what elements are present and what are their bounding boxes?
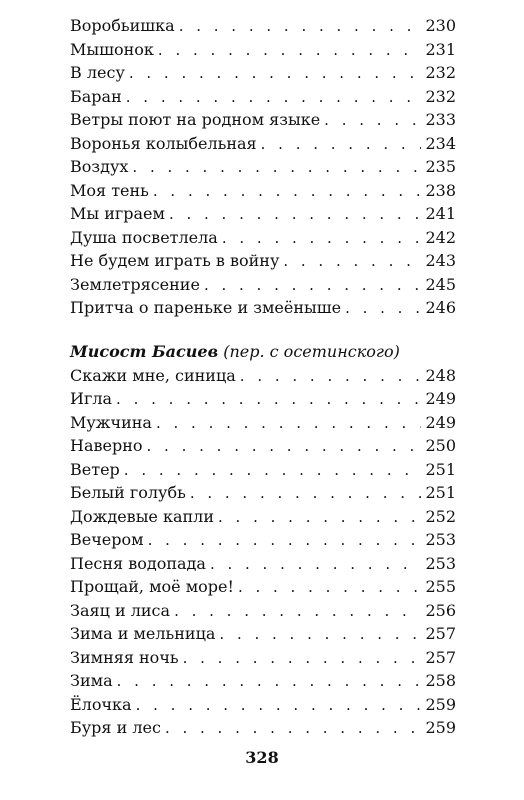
toc-entry-title: В лесу bbox=[70, 63, 125, 82]
toc-entry-title: Скажи мне, синица bbox=[70, 365, 236, 385]
toc-entry bbox=[70, 622, 456, 646]
dot-leader bbox=[261, 133, 422, 157]
toc-entry-title: Зима и мельница bbox=[70, 624, 216, 643]
toc-entry-title: Воронья колыбельная bbox=[70, 133, 257, 153]
toc-entry-title: Воздух bbox=[70, 157, 129, 176]
toc-entry-title: Не будем играть в войну bbox=[70, 251, 280, 270]
toc-entry bbox=[70, 14, 456, 38]
dot-leader bbox=[136, 694, 422, 718]
toc-entry-page: 249 bbox=[425, 389, 456, 408]
toc-entry bbox=[70, 155, 456, 179]
toc-entry bbox=[70, 273, 456, 297]
dot-leader bbox=[222, 227, 422, 251]
toc-entry-title: Заяц и лиса bbox=[70, 600, 171, 620]
dot-leader bbox=[210, 553, 422, 577]
toc-entry-title: Мы играем bbox=[70, 204, 165, 223]
toc-entry bbox=[70, 85, 456, 109]
toc-entry-page: 246 bbox=[425, 298, 456, 317]
toc-entry bbox=[70, 458, 456, 482]
dot-leader bbox=[240, 365, 422, 389]
page-number: 328 bbox=[245, 748, 279, 767]
dot-leader bbox=[179, 15, 422, 39]
dot-leader bbox=[190, 482, 422, 506]
toc-entry-title: Землетрясение bbox=[70, 274, 200, 294]
toc-entry-title: Ветры поют на родном языке bbox=[70, 110, 321, 129]
toc-entry-page: 230 bbox=[425, 16, 456, 35]
toc-entry bbox=[70, 387, 456, 411]
toc-entry-title: Мышонок bbox=[70, 39, 154, 59]
toc-entry bbox=[70, 552, 456, 576]
toc-entry-page: 255 bbox=[425, 577, 456, 596]
dot-leader bbox=[148, 529, 422, 553]
toc-entry-title: Игла bbox=[70, 389, 113, 408]
dot-leader bbox=[238, 576, 422, 600]
toc-group-1 bbox=[70, 14, 456, 320]
toc-entry-page: 245 bbox=[425, 274, 456, 294]
toc-entry bbox=[70, 226, 456, 250]
toc-entry bbox=[70, 505, 456, 529]
toc-entry-title: Дождевые капли bbox=[70, 506, 215, 526]
toc-entry-title: Ветер bbox=[70, 459, 120, 479]
dot-leader bbox=[324, 109, 421, 133]
toc-entry bbox=[70, 693, 456, 717]
toc-entry bbox=[70, 434, 456, 458]
toc-entry bbox=[70, 108, 456, 132]
toc-entry-page: 231 bbox=[425, 39, 456, 59]
toc-entry bbox=[70, 364, 456, 388]
toc-entry-page: 253 bbox=[425, 530, 456, 549]
dot-leader bbox=[117, 670, 422, 694]
dot-leader bbox=[183, 647, 422, 671]
toc-entry bbox=[70, 599, 456, 623]
dot-leader bbox=[174, 600, 421, 624]
section-heading bbox=[70, 340, 456, 364]
dot-leader bbox=[204, 274, 422, 298]
toc-entry-title: Белый голубь bbox=[70, 483, 186, 502]
toc-entry bbox=[70, 669, 456, 693]
section-author: Мисост Басиев bbox=[70, 341, 219, 361]
table-of-contents bbox=[70, 14, 456, 740]
toc-entry-page: 259 bbox=[425, 694, 456, 714]
dot-leader bbox=[218, 506, 421, 530]
toc-entry-page: 233 bbox=[425, 110, 456, 129]
toc-entry-page: 251 bbox=[425, 483, 456, 502]
dot-leader bbox=[158, 39, 422, 63]
toc-entry-title: Баран bbox=[70, 86, 122, 106]
toc-entry bbox=[70, 528, 456, 552]
toc-entry-title: Вечером bbox=[70, 530, 144, 549]
dot-leader bbox=[147, 435, 422, 459]
toc-entry-page: 256 bbox=[425, 600, 456, 620]
toc-entry-title: Зима bbox=[70, 671, 113, 690]
toc-entry bbox=[70, 179, 456, 203]
toc-entry-page: 251 bbox=[425, 459, 456, 479]
toc-entry-page: 253 bbox=[425, 553, 456, 573]
toc-entry-title: Воробьишка bbox=[70, 16, 175, 35]
toc-entry-page: 248 bbox=[425, 365, 456, 385]
toc-entry-title: Зимняя ночь bbox=[70, 647, 179, 667]
toc-entry-title: Прощай, моё море! bbox=[70, 577, 234, 596]
toc-entry bbox=[70, 249, 456, 273]
dot-leader bbox=[219, 623, 421, 647]
toc-entry bbox=[70, 61, 456, 85]
toc-entry bbox=[70, 716, 456, 740]
toc-entry bbox=[70, 202, 456, 226]
toc-entry bbox=[70, 296, 456, 320]
toc-entry-page: 258 bbox=[425, 671, 456, 690]
toc-entry-title: Буря и лес bbox=[70, 718, 161, 737]
toc-entry-page: 252 bbox=[425, 506, 456, 526]
toc-entry-page: 238 bbox=[425, 180, 456, 200]
toc-entry bbox=[70, 411, 456, 435]
toc-entry bbox=[70, 132, 456, 156]
toc-entry bbox=[70, 575, 456, 599]
dot-leader bbox=[124, 459, 422, 483]
toc-entry-page: 232 bbox=[425, 86, 456, 106]
dot-leader bbox=[126, 86, 422, 110]
toc-entry-title: Притча о пареньке и змеёныше bbox=[70, 298, 342, 317]
toc-group-2 bbox=[70, 364, 456, 740]
toc-entry-page: 241 bbox=[425, 204, 456, 223]
toc-entry-page: 250 bbox=[425, 436, 456, 455]
toc-entry-page: 249 bbox=[425, 412, 456, 432]
toc-entry-title: Песня водопада bbox=[70, 553, 206, 573]
toc-entry-page: 235 bbox=[425, 157, 456, 176]
dot-leader bbox=[153, 180, 422, 204]
toc-entry bbox=[70, 646, 456, 670]
toc-entry-title: Ёлочка bbox=[70, 694, 132, 714]
toc-entry-title: Душа посветлела bbox=[70, 227, 218, 247]
section-gap bbox=[70, 320, 456, 340]
toc-entry-page: 259 bbox=[425, 718, 456, 737]
toc-entry-page: 232 bbox=[425, 63, 456, 82]
toc-entry-page: 257 bbox=[425, 647, 456, 667]
toc-entry-page: 234 bbox=[425, 133, 456, 153]
toc-entry-title: Наверно bbox=[70, 436, 143, 455]
toc-entry bbox=[70, 38, 456, 62]
toc-entry-page: 242 bbox=[425, 227, 456, 247]
dot-leader bbox=[156, 412, 421, 436]
dot-leader bbox=[129, 62, 422, 86]
toc-entry-page: 257 bbox=[425, 624, 456, 643]
toc-entry-title: Моя тень bbox=[70, 180, 149, 200]
section-note: (пер. с осетинского) bbox=[223, 341, 400, 361]
dot-leader bbox=[116, 388, 421, 412]
dot-leader bbox=[165, 717, 422, 741]
dot-leader bbox=[283, 250, 421, 274]
dot-leader bbox=[169, 203, 422, 227]
dot-leader bbox=[345, 297, 421, 321]
toc-entry-title: Мужчина bbox=[70, 412, 152, 432]
dot-leader bbox=[132, 156, 421, 180]
toc-entry-page: 243 bbox=[425, 251, 456, 270]
toc-entry bbox=[70, 481, 456, 505]
